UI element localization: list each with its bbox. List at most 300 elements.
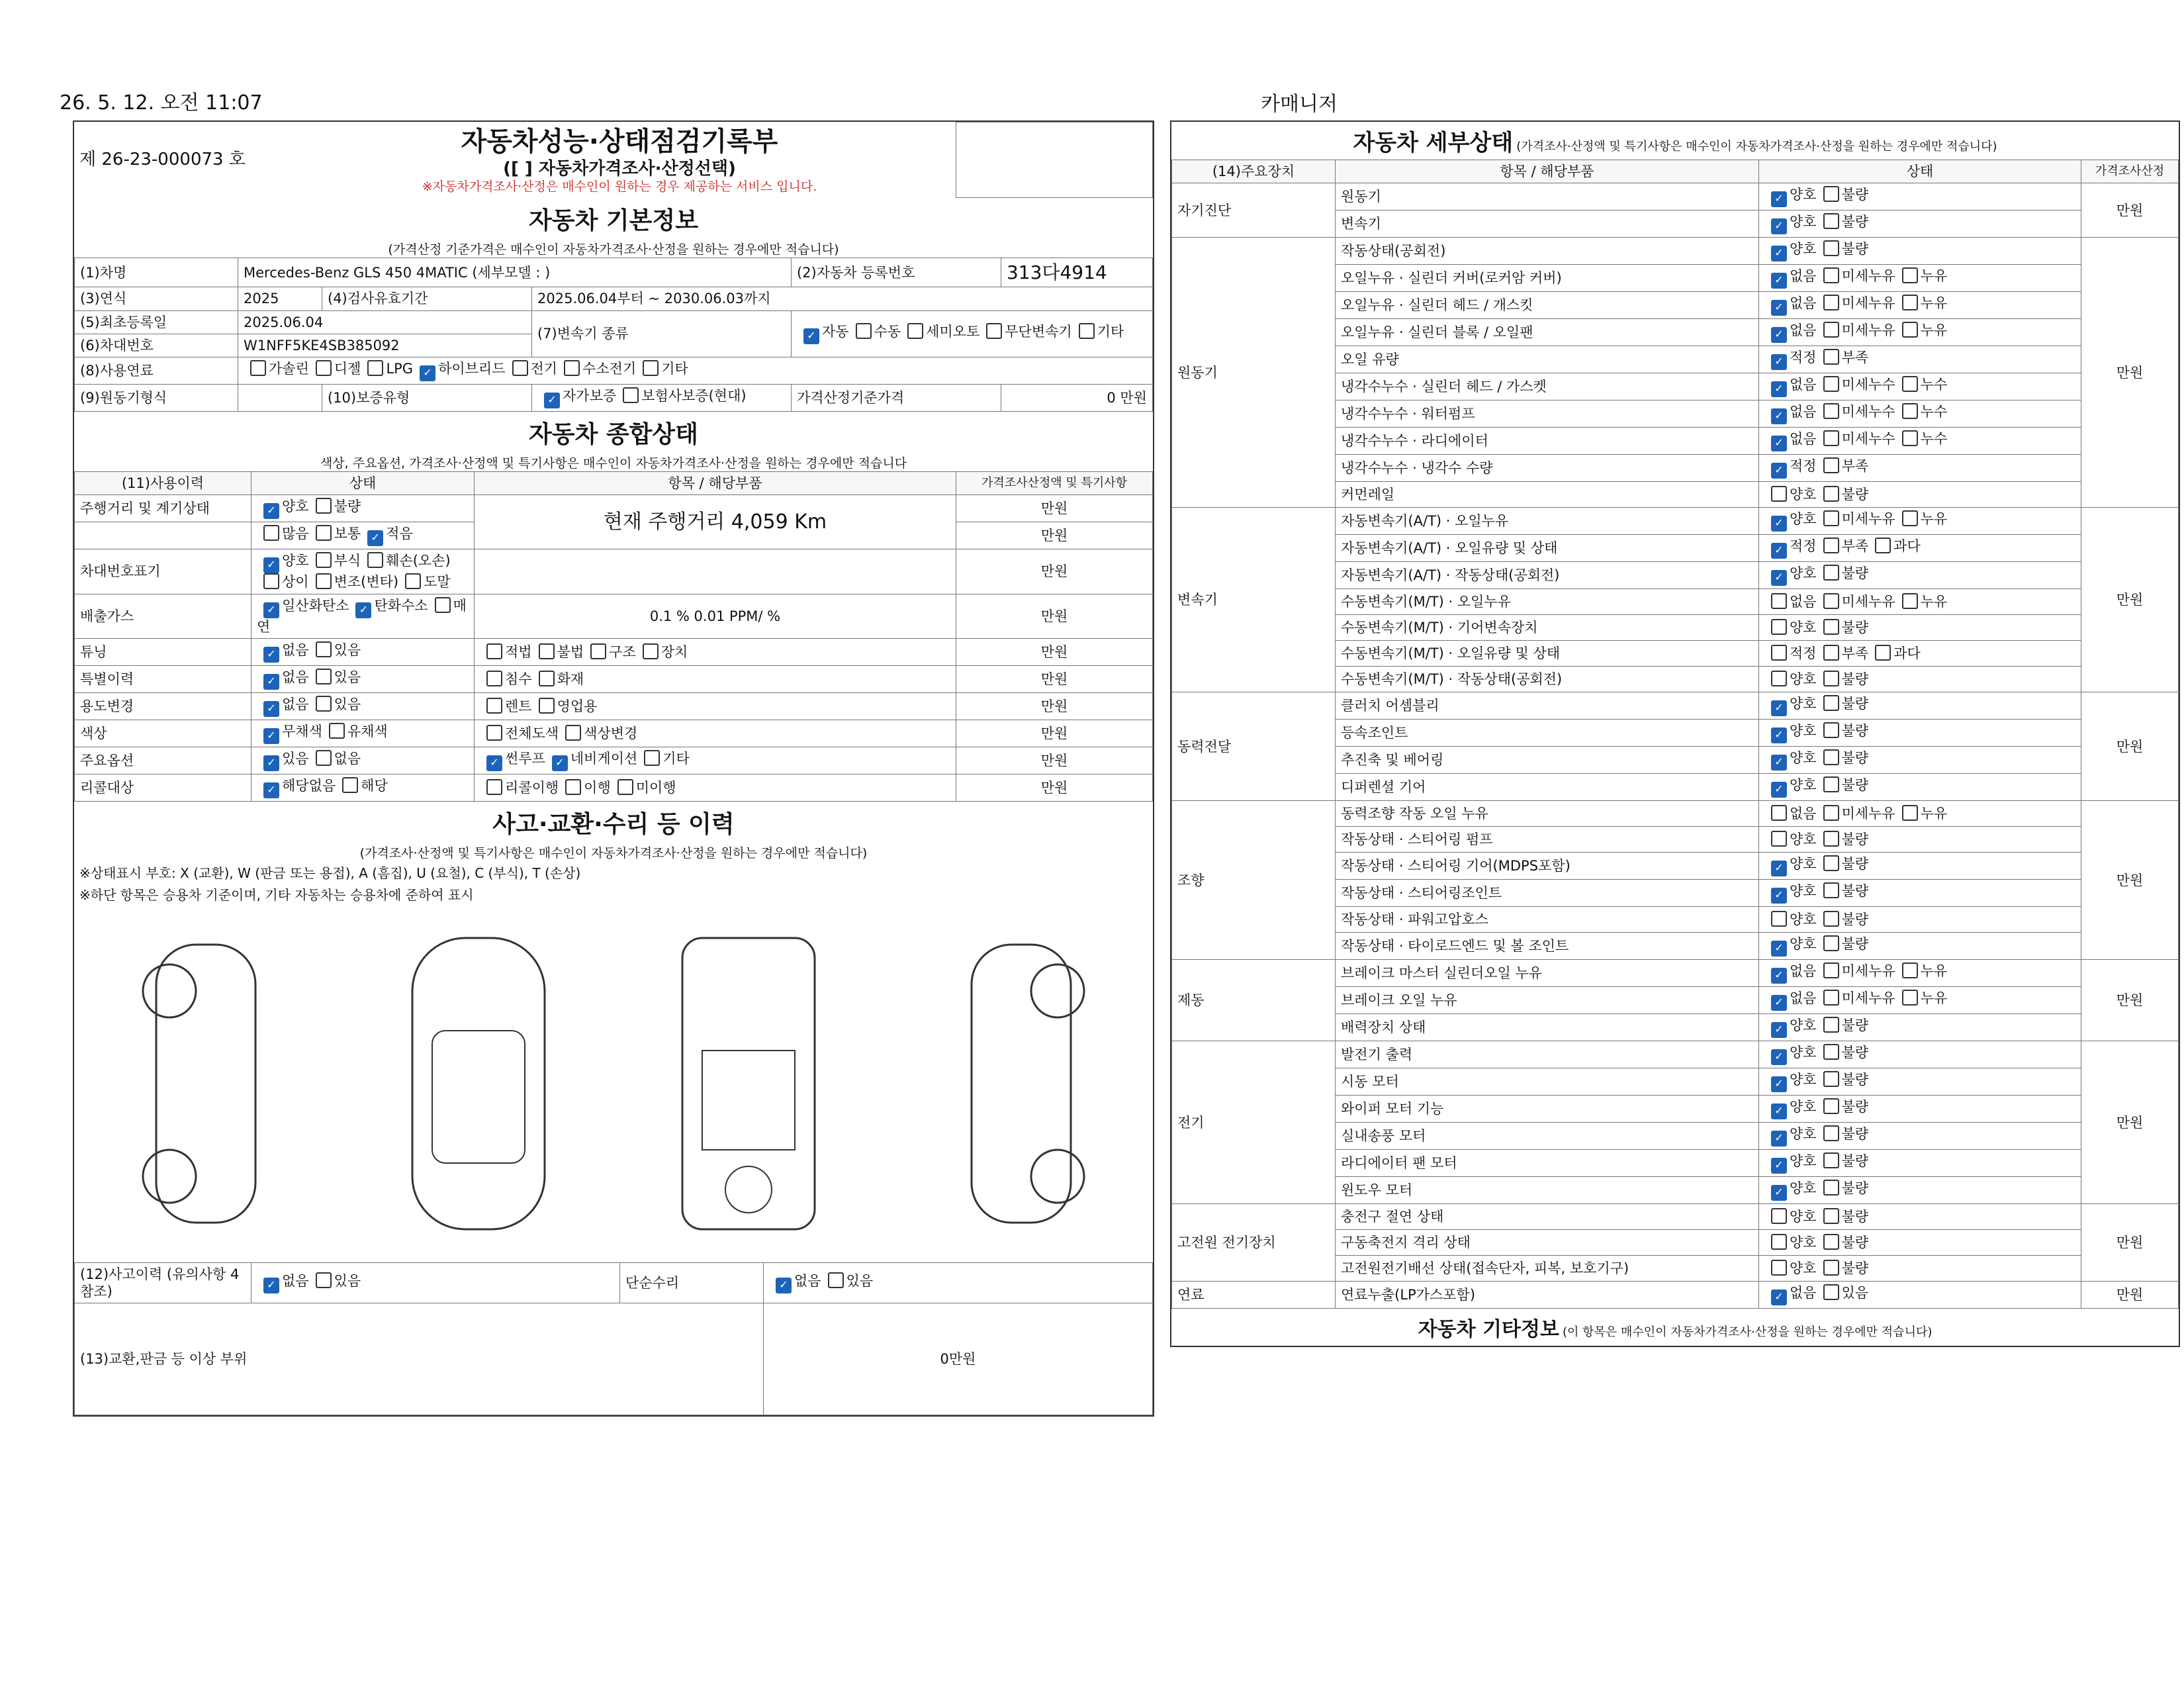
- overall-note: 색상, 주요옵션, 가격조사·산정액 및 특기사항은 매수인이 자동차가격조사·산정을 원하는 경우에만 적습니다: [320, 456, 907, 471]
- checkbox[interactable]: [1823, 1098, 1839, 1114]
- checkbox[interactable]: [1771, 805, 1787, 821]
- checkbox[interactable]: [1823, 593, 1839, 609]
- detail-state: [1759, 801, 2081, 827]
- option-label: 양호: [1790, 214, 1817, 230]
- checkbox[interactable]: [1823, 510, 1839, 526]
- checked-checkbox[interactable]: ✓: [1771, 1289, 1787, 1305]
- option-label: 누유: [1920, 295, 1948, 312]
- checked-checkbox[interactable]: ✓: [1771, 1131, 1787, 1147]
- checkbox[interactable]: [539, 698, 555, 714]
- option-label: 불량: [1841, 856, 1869, 872]
- checked-checkbox[interactable]: ✓: [544, 393, 560, 408]
- overall-row: [75, 692, 1153, 720]
- checkbox[interactable]: [1771, 1260, 1787, 1276]
- checkbox[interactable]: [329, 723, 345, 739]
- overall-head-3: 항목 / 해당부품: [475, 472, 956, 495]
- checkbox[interactable]: [1771, 619, 1787, 635]
- checked-checkbox[interactable]: ✓: [1771, 1185, 1787, 1201]
- checked-checkbox[interactable]: ✓: [1771, 968, 1787, 984]
- etc-title: 자동차 기타정보: [1418, 1318, 1559, 1342]
- detail-state: [1759, 827, 2081, 853]
- option-label: 과다: [1893, 538, 1921, 555]
- checkbox[interactable]: [316, 641, 332, 657]
- checkbox[interactable]: [1875, 645, 1891, 661]
- checked-checkbox[interactable]: ✓: [1771, 191, 1787, 207]
- checkbox[interactable]: [1823, 1260, 1839, 1276]
- checkbox[interactable]: [1823, 645, 1839, 661]
- row-label: [75, 522, 251, 549]
- price-cell: 만원: [956, 594, 1153, 638]
- detail-item: 냉각수누수 · 냉각수 수량: [1336, 455, 1759, 482]
- option-label: 하이브리드: [438, 361, 506, 377]
- option-label: 침수: [505, 671, 532, 687]
- detail-state: [1759, 1230, 2081, 1256]
- option-label: 부족: [1841, 645, 1869, 662]
- option-label: 불량: [1841, 487, 1869, 503]
- checkbox[interactable]: [1771, 831, 1787, 847]
- detail-item: 냉각수누수 · 워터펌프: [1336, 400, 1759, 428]
- checkbox[interactable]: [1823, 855, 1839, 871]
- option-label: 양호: [1790, 750, 1817, 767]
- detail-item: 고전원전기배선 상태(접속단자, 피복, 보호기구): [1336, 1256, 1759, 1282]
- label-warranty: (10)보증유형: [322, 385, 532, 412]
- row-items: [475, 549, 956, 594]
- option-label: 양호: [1790, 1126, 1817, 1143]
- checkbox[interactable]: [1823, 1180, 1839, 1196]
- checkbox[interactable]: [907, 323, 923, 339]
- overall-row: [75, 549, 1153, 594]
- checkbox[interactable]: [1823, 722, 1839, 738]
- checked-checkbox[interactable]: ✓: [1771, 218, 1787, 234]
- checkbox[interactable]: [986, 323, 1002, 339]
- checked-checkbox[interactable]: ✓: [263, 728, 279, 744]
- checkbox[interactable]: [263, 525, 279, 541]
- option-label: 양호: [1790, 620, 1817, 636]
- option-label: 많음: [282, 526, 309, 542]
- checkbox[interactable]: [1823, 240, 1839, 256]
- option-label: 있음: [282, 750, 309, 767]
- option-label: 기타: [662, 750, 690, 767]
- checkbox[interactable]: [342, 777, 358, 793]
- checkbox[interactable]: [1823, 1071, 1839, 1087]
- option-label: 없음: [1790, 431, 1817, 447]
- checkbox[interactable]: [512, 360, 528, 376]
- option-label: 없음: [282, 641, 309, 658]
- overall-row: [75, 594, 1153, 638]
- checkbox[interactable]: [1902, 295, 1918, 310]
- detail-state: [1759, 960, 2081, 987]
- checkbox[interactable]: [1771, 671, 1787, 686]
- checked-checkbox[interactable]: ✓: [263, 557, 279, 573]
- label-vin: (6)차대번호: [75, 334, 238, 357]
- detail-item: 클러치 어셈블리: [1336, 692, 1759, 720]
- checkbox[interactable]: [367, 360, 383, 376]
- detail-item: 작동상태 · 스티어링조인트: [1336, 880, 1759, 907]
- checkbox[interactable]: [1902, 990, 1918, 1006]
- device-group: 조향: [1172, 801, 1336, 960]
- checkbox[interactable]: [1823, 1044, 1839, 1060]
- checkbox[interactable]: [1823, 295, 1839, 310]
- checkbox[interactable]: [643, 643, 659, 659]
- detail-price: 만원: [2081, 1204, 2179, 1282]
- checked-checkbox[interactable]: ✓: [1771, 570, 1787, 586]
- option-label: 누유: [1920, 511, 1948, 528]
- checked-checkbox[interactable]: ✓: [263, 1278, 279, 1293]
- row-state: [251, 720, 475, 747]
- checkbox[interactable]: [1902, 403, 1918, 419]
- checked-checkbox[interactable]: ✓: [1771, 941, 1787, 957]
- checked-checkbox[interactable]: ✓: [1771, 273, 1787, 289]
- detail-item: 수동변속기(M/T) · 오일유량 및 상태: [1336, 641, 1759, 667]
- detail-price: 만원: [2081, 183, 2179, 238]
- detail-item: 브레이크 오일 누유: [1336, 987, 1759, 1014]
- detail-item: 자동변속기(A/T) · 작동상태(공회전): [1336, 562, 1759, 589]
- checkbox[interactable]: [1902, 430, 1918, 446]
- checkbox[interactable]: [1902, 962, 1918, 978]
- detail-item: 자동변속기(A/T) · 오일누유: [1336, 508, 1759, 535]
- option-label: 미이행: [635, 779, 676, 796]
- checkbox[interactable]: [316, 360, 332, 376]
- detail-state: [1759, 907, 2081, 933]
- option-label: 누유: [1920, 806, 1948, 822]
- checkbox[interactable]: [539, 643, 555, 659]
- checkbox[interactable]: [643, 360, 659, 376]
- detail-state: [1759, 346, 2081, 373]
- device-group: 자기진단: [1172, 183, 1336, 238]
- checkbox[interactable]: [1823, 882, 1839, 898]
- checkbox[interactable]: [565, 725, 581, 741]
- checked-checkbox[interactable]: ✓: [1771, 408, 1787, 424]
- detail-state: [1759, 508, 2081, 535]
- row-items: 현재 주행거리 4,059 Km: [475, 495, 956, 549]
- checkbox[interactable]: [486, 725, 502, 741]
- detail-item: 디퍼렌셜 기어: [1336, 774, 1759, 801]
- option-label: 리콜이행: [505, 779, 559, 796]
- checked-checkbox[interactable]: ✓: [263, 503, 279, 519]
- checkbox[interactable]: [1823, 1152, 1839, 1168]
- checked-checkbox[interactable]: ✓: [1771, 463, 1787, 479]
- option-label: 없음: [282, 696, 309, 712]
- option-label: 적정: [1790, 645, 1817, 662]
- checkbox[interactable]: [1823, 990, 1839, 1006]
- option-label: 전기: [530, 361, 558, 377]
- checkbox[interactable]: [316, 696, 332, 712]
- option-label: 불량: [1841, 1153, 1869, 1170]
- checked-checkbox[interactable]: ✓: [1771, 755, 1787, 771]
- detail-state: [1759, 853, 2081, 880]
- checked-checkbox[interactable]: ✓: [1771, 1076, 1787, 1092]
- checked-checkbox[interactable]: ✓: [1771, 700, 1787, 716]
- checkbox[interactable]: [1902, 376, 1918, 392]
- checked-checkbox[interactable]: ✓: [1771, 543, 1787, 559]
- checked-checkbox[interactable]: ✓: [1771, 436, 1787, 451]
- checked-checkbox[interactable]: ✓: [552, 755, 568, 771]
- checked-checkbox[interactable]: ✓: [486, 755, 502, 771]
- checkbox[interactable]: [1823, 619, 1839, 635]
- checkbox[interactable]: [316, 573, 332, 589]
- checkbox[interactable]: [250, 360, 266, 376]
- checkbox[interactable]: [486, 779, 502, 795]
- checked-checkbox[interactable]: ✓: [1771, 354, 1787, 370]
- checkbox[interactable]: [1823, 1234, 1839, 1250]
- option-label: 불량: [1841, 936, 1869, 953]
- device-group: 연료: [1172, 1282, 1336, 1309]
- detail-state: [1759, 1282, 2081, 1309]
- checkbox[interactable]: [1823, 186, 1839, 202]
- left-panel: [73, 120, 1154, 1417]
- checkbox[interactable]: [1823, 1284, 1839, 1300]
- option-label: 미세누유: [1841, 963, 1895, 980]
- checkbox[interactable]: [828, 1272, 844, 1288]
- checked-checkbox[interactable]: ✓: [1771, 861, 1787, 876]
- checked-checkbox[interactable]: ✓: [1771, 782, 1787, 798]
- checked-checkbox[interactable]: ✓: [1771, 1158, 1787, 1174]
- option-label: 없음: [1790, 404, 1817, 420]
- checkbox[interactable]: [1823, 430, 1839, 446]
- option-label: 영업용: [557, 698, 598, 714]
- checkbox[interactable]: [539, 671, 555, 686]
- checkbox[interactable]: [263, 573, 279, 589]
- checked-checkbox[interactable]: ✓: [1771, 246, 1787, 261]
- checkbox[interactable]: [486, 698, 502, 714]
- checkbox[interactable]: [1823, 1208, 1839, 1224]
- detail-item: 변속기: [1336, 211, 1759, 238]
- price-cell: 만원: [956, 665, 1153, 692]
- detail-item: 시동 모터: [1336, 1068, 1759, 1096]
- row-items: [475, 665, 956, 692]
- checkbox[interactable]: [565, 779, 581, 795]
- option-label: 훼손(오손): [386, 553, 451, 569]
- checked-checkbox[interactable]: ✓: [1771, 888, 1787, 904]
- row-state: [251, 774, 475, 801]
- checkbox[interactable]: [590, 643, 606, 659]
- checked-checkbox[interactable]: ✓: [1771, 516, 1787, 532]
- detail-item: 원동기: [1336, 183, 1759, 211]
- checkbox[interactable]: [486, 671, 502, 686]
- doc-subtitle: ([ ] 자동차가격조사·산정선택): [503, 158, 736, 179]
- option-label: 불량: [1841, 671, 1869, 688]
- detail-item: 수동변속기(M/T) · 작동상태(공회전): [1336, 667, 1759, 692]
- checkbox[interactable]: [316, 552, 332, 568]
- price-cell: 만원: [956, 522, 1153, 549]
- option-label: 매연: [257, 597, 467, 635]
- checkbox[interactable]: [1823, 1125, 1839, 1141]
- device-group: 동력전달: [1172, 692, 1336, 801]
- doc-title: 자동차성능·상태점검기록부: [461, 126, 778, 157]
- option-label: 보험사보증(현대): [641, 388, 747, 404]
- detail-state: [1759, 589, 2081, 615]
- checkbox[interactable]: [1823, 749, 1839, 765]
- detail-price: 만원: [2081, 801, 2179, 960]
- detail-item: 연료누출(LP가스포함): [1336, 1282, 1759, 1309]
- checkbox[interactable]: [1823, 805, 1839, 821]
- detail-row: [1172, 1204, 2179, 1230]
- checkbox[interactable]: [564, 360, 580, 376]
- overall-row: [75, 665, 1153, 692]
- checkbox[interactable]: [1823, 213, 1839, 229]
- option-label: 보통: [334, 526, 361, 542]
- option-label: 불량: [1841, 1017, 1869, 1034]
- option-label: 누유: [1920, 268, 1948, 285]
- checkbox[interactable]: [1823, 486, 1839, 502]
- checkbox[interactable]: [1902, 805, 1918, 821]
- detail-rows: [1172, 183, 2179, 1309]
- checkbox[interactable]: [1823, 695, 1839, 711]
- checkbox[interactable]: [1823, 322, 1839, 338]
- checked-checkbox[interactable]: ✓: [1771, 1022, 1787, 1038]
- checked-checkbox[interactable]: ✓: [263, 782, 279, 798]
- row-state: [251, 549, 475, 594]
- checked-checkbox[interactable]: ✓: [263, 701, 279, 717]
- checked-checkbox[interactable]: ✓: [367, 530, 383, 546]
- checked-checkbox[interactable]: ✓: [1771, 1049, 1787, 1065]
- checkbox[interactable]: [644, 750, 660, 766]
- detail-price: 만원: [2081, 508, 2179, 692]
- checked-checkbox[interactable]: ✓: [263, 755, 279, 771]
- checkbox[interactable]: [405, 573, 421, 589]
- site-name: 카매니저: [1261, 93, 1338, 116]
- detail-state: [1759, 238, 2081, 265]
- row-state: [251, 747, 475, 774]
- checked-checkbox[interactable]: ✓: [1771, 995, 1787, 1011]
- option-label: 불량: [1841, 883, 1869, 900]
- checkbox[interactable]: [1902, 510, 1918, 526]
- option-label: 불량: [1841, 620, 1869, 636]
- detail-state: [1759, 482, 2081, 508]
- checkbox[interactable]: [1823, 962, 1839, 978]
- checkbox[interactable]: [1823, 267, 1839, 283]
- checkbox[interactable]: [1823, 935, 1839, 951]
- checked-checkbox[interactable]: ✓: [1771, 381, 1787, 397]
- detail-item: 작동상태 · 타이로드엔드 및 볼 조인트: [1336, 933, 1759, 960]
- detail-item: 윈도우 모터: [1336, 1177, 1759, 1204]
- checked-checkbox[interactable]: ✓: [1771, 327, 1787, 343]
- checkbox[interactable]: [856, 323, 872, 339]
- option-label: 양호: [1790, 883, 1817, 900]
- detail-state: [1759, 400, 2081, 428]
- checkbox[interactable]: [316, 750, 332, 766]
- row-state: [251, 522, 475, 549]
- checkbox[interactable]: [1771, 1208, 1787, 1224]
- option-label: 불법: [557, 643, 584, 660]
- checkbox[interactable]: [1823, 376, 1839, 392]
- checked-checkbox[interactable]: ✓: [355, 602, 371, 618]
- checked-checkbox[interactable]: ✓: [263, 647, 279, 663]
- option-label: 도말: [424, 574, 451, 590]
- checkbox[interactable]: [617, 779, 633, 795]
- device-group: 제동: [1172, 960, 1336, 1041]
- checkbox[interactable]: [1823, 538, 1839, 553]
- price-cell: 만원: [956, 692, 1153, 720]
- option-label: 양호: [1790, 1180, 1817, 1197]
- checkbox[interactable]: [1823, 403, 1839, 419]
- option-label: 불량: [1841, 723, 1869, 739]
- checked-checkbox[interactable]: ✓: [263, 602, 279, 618]
- row-items: 0.1 % 0.01 PPM/ %: [475, 594, 956, 638]
- checkbox[interactable]: [1771, 593, 1787, 609]
- checkbox[interactable]: [1823, 565, 1839, 581]
- detail-item: 실내송풍 모터: [1336, 1123, 1759, 1150]
- option-label: 양호: [1790, 856, 1817, 872]
- checkbox[interactable]: [1902, 593, 1918, 609]
- checkbox[interactable]: [1823, 776, 1839, 792]
- detail-item: 브레이크 마스터 실린더오일 누유: [1336, 960, 1759, 987]
- checkbox[interactable]: [1823, 1017, 1839, 1033]
- checkbox[interactable]: [1771, 645, 1787, 661]
- checkbox[interactable]: [1823, 831, 1839, 847]
- checked-checkbox[interactable]: ✓: [420, 365, 435, 381]
- detail-note: (가격조사·산정액 및 특기사항은 매수인이 자동차가격조사·산정을 원하는 경우에만 적습니다): [1516, 140, 1997, 154]
- checkbox[interactable]: [1823, 457, 1839, 473]
- checkbox[interactable]: [316, 498, 332, 514]
- option-label: 색상변경: [584, 725, 638, 741]
- warranty-options: [532, 385, 792, 412]
- checkbox[interactable]: [1771, 911, 1787, 927]
- accident-table: [74, 1262, 1153, 1416]
- option-label: 이행: [584, 779, 611, 796]
- checkbox[interactable]: [1823, 349, 1839, 365]
- row-label: 배출가스: [75, 594, 251, 638]
- checkbox[interactable]: [1079, 323, 1095, 339]
- checkbox[interactable]: [1902, 322, 1918, 338]
- checkbox[interactable]: [1823, 911, 1839, 927]
- detail-state: [1759, 373, 2081, 400]
- checked-checkbox[interactable]: ✓: [1771, 727, 1787, 743]
- row-label: 차대번호표기: [75, 549, 251, 594]
- checked-checkbox[interactable]: ✓: [1771, 300, 1787, 316]
- checked-checkbox[interactable]: ✓: [1771, 1103, 1787, 1119]
- checkbox[interactable]: [1902, 267, 1918, 283]
- checkbox[interactable]: [1823, 671, 1839, 686]
- option-label: 장치: [660, 643, 688, 660]
- detail-row: [1172, 183, 2179, 211]
- checkbox[interactable]: [486, 643, 502, 659]
- checked-checkbox[interactable]: ✓: [776, 1278, 792, 1293]
- checkbox[interactable]: [1771, 1234, 1787, 1250]
- option-label: 부족: [1841, 350, 1869, 366]
- checkbox[interactable]: [435, 597, 451, 613]
- detail-state: [1759, 692, 2081, 720]
- checkbox[interactable]: [316, 669, 332, 684]
- checked-checkbox[interactable]: ✓: [263, 674, 279, 690]
- option-label: 양호: [1790, 487, 1817, 503]
- checkbox[interactable]: [623, 387, 639, 403]
- option-label: 양호: [1790, 936, 1817, 953]
- title-block: [74, 122, 1153, 198]
- overall-row: [75, 774, 1153, 801]
- symbol-legend: ※상태표시 부호: X (교환), W (판금 또는 용접), A (흠집), U (요철), C (부식), T (손상): [79, 865, 581, 881]
- checked-checkbox[interactable]: ✓: [803, 328, 819, 344]
- option-label: 미세누수: [1841, 431, 1895, 447]
- option-label: 누유: [1920, 594, 1948, 610]
- checkbox[interactable]: [1771, 486, 1787, 502]
- detail-state: [1759, 720, 2081, 747]
- label-fuel: (8)사용연료: [75, 357, 238, 385]
- option-label: 누유: [1920, 990, 1948, 1007]
- option-label: 양호: [1790, 1017, 1817, 1034]
- detail-item: 등속조인트: [1336, 720, 1759, 747]
- option-label: 양호: [1790, 1209, 1817, 1225]
- checkbox[interactable]: [316, 1272, 332, 1288]
- option-label: 없음: [1790, 594, 1817, 610]
- detail-item: 라디에이터 팬 모터: [1336, 1150, 1759, 1177]
- checkbox[interactable]: [1875, 538, 1891, 553]
- row-label: 주행거리 및 계기상태: [75, 495, 251, 522]
- print-timestamp: 26. 5. 12. 오전 11:07: [60, 91, 263, 115]
- checkbox[interactable]: [316, 525, 332, 541]
- checkbox[interactable]: [367, 552, 383, 568]
- option-label: 미세누수: [1841, 404, 1895, 420]
